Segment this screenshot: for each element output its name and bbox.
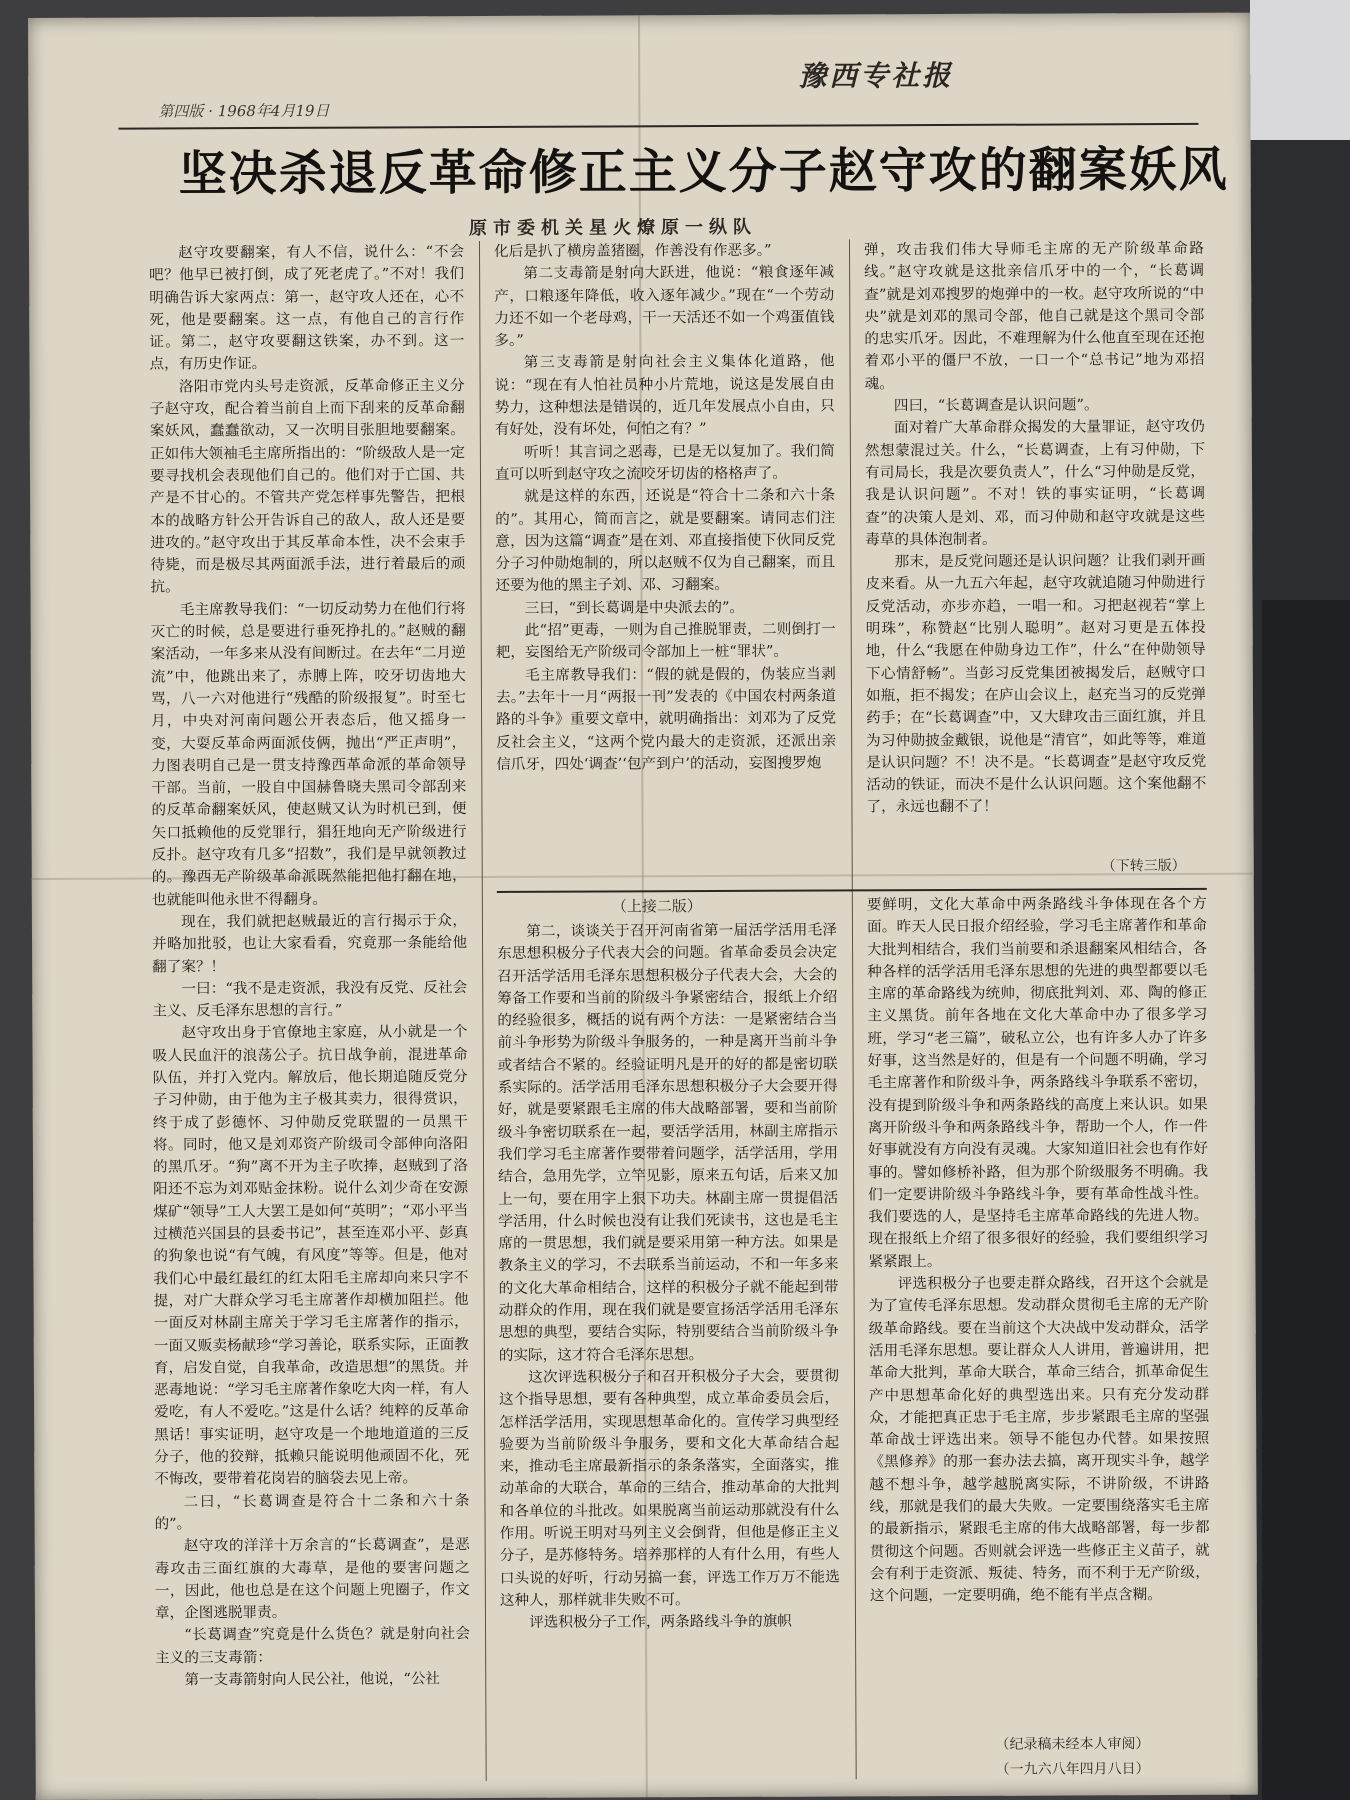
paragraph: 就是这样的东西，还说是“符合十二条和六十条的”。其用心，简而言之，就是要翻案。请同志们注意，因为这篇“调查”是在刘、邓直接指使下伙同反党分子习仲勋炮制的，所以赵贼不仅为自己翻案，而且还要为他的黑主子刘、邓、习翻案。 — [495, 486, 836, 595]
paragraph: 三曰，“到长葛调是中央派去的”。 — [524, 598, 745, 617]
paragraph: 评选积极分子工作，两条路线斗争的旗帜 — [529, 1612, 792, 1632]
transcript-note: （纪录稿未经本人审阅） — [995, 1736, 1150, 1753]
article-column-1 — [149, 241, 471, 1777]
paragraph: 赵守攻的洋洋十万余言的“长葛调查”，是恶毒攻击三面红旗的大毒草，是他的要害问题之一，因此，他也总是在这个问题上兜圈子，作文章，企图逃脱罪责。 — [154, 1536, 470, 1622]
paragraph: 洛阳市党内头号走资派，反革命修正主义分子赵守攻，配合着当前自上而下刮来的反革命翻案妖风，蠢蠢欲动，又一次明目张胆地要翻案。正如伟大领袖毛主席所指出的：“阶级敌人是一定要寻找机会表现他们自己的。他们对于亡国、共产是不甘心的。不管共产党怎样事先警告，把根本的战略方针公开告诉自己的敌人，敌人还是要进攻的。”赵守攻出于其反革命本性，决不会束手待毙，而是极尽其两面派手法，进行着最后的顽抗。 — [149, 376, 466, 596]
column-rule-1 — [479, 241, 487, 1781]
paragraph: 赵守攻要翻案，有人不信，说什么：“不会吧？他早已被打倒，成了死老虎了。”不对！我们明确告诉大家两点：第一，赵守攻人还在，心不死，他是要翻案。这一点，有他自己的言行作证。第二，赵守攻要翻这铁案，办不到。这一点，有历史作证。 — [149, 243, 465, 373]
paragraph: 赵守攻出身于官僚地主家庭，从小就是一个吸人民血汗的浪荡公子。抗日战争前，混进革命队伍，并打入党内。解放后，他长期追随反党分子习仲勋，由于他为主子极其卖力，很得赏识，终于成了彭德怀、习仲勋反党联盟的一员黑干将。同时，他又是刘邓资产阶级司令部伸向洛阳的黑爪牙。“狗”离不开为主子吹捧，赵贼到了洛阳还不忘为刘邓贴金抹粉。说什么刘少奇在安源煤矿“领导”工人大罢工是如何“英明”；“邓小平当过横范兴国县的县委书记”，甚至连邓小平、彭真的狗象也说“有气魄，有风度”等等。但是，他对我们心中最红最红的红太阳毛主席却向来只字不提，对广大群众学习毛主席著作却横加阻拦。他一面反对林副主席关于学习毛主席著作的指示，一面又贩卖杨献珍“学习善论，联系实际，正面教育，启发自觉，自我革命，改造思想”的黑货。并恶毒地说：“学习毛主席著作象吃大肉一样，有人爱吃，有人不爱吃。”这是什么话？纯粹的反革命黑话！事实证明，赵守攻是一个地地道道的三反分子，他的狡辩，抵赖只能说明他顽固不化，死不悔改，要带着花岗岩的脑袋去见上帝。 — [152, 1023, 470, 1488]
paragraph: 化后是扒了横房盖猪圈，作善没有作恶多。” — [493, 241, 772, 260]
paragraph: 弹，攻击我们伟大导师毛主席的无产阶级革命路线。”赵守攻就是这批亲信爪牙中的一个，“长葛调查”就是刘邓搜罗的炮弹中的一枚。赵守攻所说的“中央”就是刘邓的黑司令部，他自己就是这个黑司令部的忠实爪牙。因此，不难理解为什么他直至现在还抱着邓小平的僵尸不放，一口一个“总书记”地为邓招魂。 — [863, 239, 1205, 393]
paragraph: 二曰，“长葛调查是符合十二条和六十条的”。 — [154, 1491, 470, 1533]
headline: 坚决杀退反革命修正主义分子赵守攻的翻案妖风 — [178, 141, 1229, 203]
paragraph: 评选积极分子也要走群众路线，召开这个会就是为了宣传毛泽东思想。发动群众贯彻毛主席的无产阶级革命路线。要在当前这个大决战中发动群众，活学活用毛泽东思想。要让群众人人讲用，普遍讲用，把革命大批判，革命大联合，革命三结合，抓革命促生产中思想革命化好的典型选出来。只有充分发动群众，才能把真正忠于毛主席，步步紧跟毛主席的坚强革命战士评选出来。领导不能包办代替。如果按照《黑修养》的那一套办法去搞，离开现实斗争，越学越不想斗争，越学越脱离实际，不讲阶级，不讲路线，那就是我们的最大失败。一定要围绕落实毛主席的最新指示，紧跟毛主席的伟大战略部署，每一步都贯彻这个问题。否则就会评选一些修正主义苗子，就会有利于走资派、叛徒、特务，而不利于无产阶级，这个问题，一定要明确，绝不能有半点含糊。 — [868, 1273, 1210, 1605]
paragraph: 第二支毒箭是射向大跃进，他说：“粮食逐年减产，口粮逐年降低，收入逐年减少。”现在“一个劳动力还不如一个老母鸡，干一天活还不如一个鸡蛋值钱多。” — [494, 263, 835, 350]
paragraph: 面对着广大革命群众揭发的大量罪证，赵守攻仍然想蒙混过关。什么，“长葛调查，上有习仲勋，下有司局长，我是次要负责人”，什么“习仲勋是反党，我是认识问题”。不对！铁的事实证明，“长葛调查”的决策人是刘、邓，而习仲勋和赵守攻就是这些毒草的具体泡制者。 — [864, 418, 1206, 549]
paragraph: 那末，是反党问题还是认识问题？让我们剥开画皮来看。从一九五六年起，赵守攻就追随习仲勋进行反党活动，亦步亦趋，一唱一和。习把赵视若“掌上明珠”，称赞赵“比别人聪明”。赵对习更是五体投地，什么“我愿在仲勋身边工作”，什么“在仲勋领导下心情舒畅”。当彭习反党集团被揭发后，赵贼守口如瓶，拒不揭发；在庐山会议上，赵充当习的反党弹药手；在“长葛调查”中，又大肆攻击三面红旗，并且为习仲勋披金戴银，说他是“清官”，如此等等，难道是认识问题？不！决不是。“长葛调查”是赵守攻反党活动的铁证，而决不是什么认识问题。这个案他翻不了，永远也翻不了！ — [865, 552, 1207, 816]
paragraph: 第一支毒箭射向人民公社，他说，“公社 — [184, 1670, 441, 1689]
paragraph: 一曰：“我不是走资派，我没有反党、反社会主义、反毛泽东思想的言行。” — [152, 978, 468, 1020]
paragraph: 第三支毒箭是射向社会主义集体化道路，他说：“现在有人怕社员种小片荒地，说这是发展自由势力，这种想法是错误的，近几年发展点小自由，只有好处，没有坏处，何怕之有？” — [494, 352, 835, 439]
article-column-2 — [494, 239, 837, 880]
speech-date: （一九六八年四月八日） — [995, 1761, 1150, 1778]
column-rule-2 — [849, 239, 857, 1779]
paragraph: 毛主席教导我们：“一切反动势力在他们行将灭亡的时候，总是要进行垂死挣扎的。”赵贼的翻案活动，一年多来从没有间断过。在去年“二月逆流”中，他跳出来了，赤膊上阵，咬牙切齿地大骂，八一六对他进行“残酷的阶级报复”。时至七月，中央对河南问题公开表态后，他又摇身一变，大耍反革命两面派伎俩，抛出“严正声明”，力图表明自己是一贯支持豫西革命派的革命领导干部。当前，一股自中国赫鲁晓夫黑司令部刮来的反革命翻案妖风，使赵贼又认为时机已到，便矢口抵赖他的反党罪行，猖狂地向无产阶级进行反扑。赵守攻有几多“招数”，我们是早就领教过的。豫西无产阶级革命派既然能把他打翻在地，也就能叫他永世不得翻身。 — [150, 599, 467, 909]
continued-to-label: （下转三版） — [1101, 857, 1186, 875]
edition-line: 第四版 · 1968年4月19日 — [158, 101, 330, 121]
newspaper-page — [28, 13, 1258, 1800]
paragraph: 这次评选积极分子和召开积极分子大会，要贯彻这个指导思想，要有各种典型，成立革命委员会后，怎样活学活用，实现思想革命化的。宣传学习典型经验要为当前阶级斗争服务，要和文化大革命结合起来，推动毛主席最新指示的条条落实，全面落实，推动革命的大联合，革命的三结合，推动革命的大批判和各单位的斗批改。如果脱离当前运动那就没有什么作用。听说王明对马列主义会倒背，但他是修正主义分子，是苏修特务。培养那样的人有什么用，有些人口头说的好听，行动另搞一套，评选工作万万不能选这种人，那样就非失败不可。 — [498, 1367, 840, 1609]
continued-from-label: （上接二版） — [611, 897, 702, 916]
header-rule — [118, 123, 1198, 130]
paragraph: “长葛调查”究竟是什么货色？就是射向社会主义的三支毒箭： — [155, 1625, 471, 1667]
paragraph: 毛主席教导我们：“假的就是假的，伪装应当剥去。”去年十一月“两报一刊”发表的《中国农村两条道路的斗争》重要文章中，就明确指出：刘邓为了反党反社会主义，“这两个党内最大的走资派，还派出亲信爪牙，四处‘调查’‘包产到户’的活动，妄图搜罗炮 — [495, 665, 837, 773]
background-top-right — [1250, 0, 1350, 150]
paragraph: 现在，我们就把赵贼最近的言行揭示于众，并略加批驳，也让大家看看，究竟那一条能给他翻了案？！ — [152, 911, 468, 975]
paragraph: 第二，谈谈关于召开河南省第一届活学活用毛泽东思想积极分子代表大会的问题。省革命委员会决定召开活学活用毛泽东思想积极分子代表大会，大会的筹备工作要和当前的阶级斗争紧密结合，报纸上介绍的经验很多，概括的说有两个方法：一是紧密结合当前斗争形势为阶级斗争服务的，一种是离开当前斗争或者结合不紧的。经验证明凡是开的好的都是密切联系实际的。活学活用毛泽东思想积极分子大会要开得好，就是要紧跟毛主席的伟大战略部署，要和当前阶级斗争密切联系在一起，要活学活用，林副主席指示我们学习毛主席著作要带着问题学，活学活用，学用结合，急用先学，立竿见影，原来五句话，后来又加上一句，要在用字上狠下功夫。林副主席一贯提倡活学活用，什么时候也没有让我们死读书，这也是毛主席的一贯思想，我们就是要采用第一种方法。如果是教条主义的学习，不去联系当前运动，不和一年多来的文化大革命相结合，这样的积极分子就不能起到带动群众的作用，现在我们就是要宣扬活学活用毛泽东思想的典型，要结合实际，特别要结合当前阶级斗争的实际，这才符合毛泽东思想。 — [497, 921, 839, 1364]
masthead: 豫西专社报 — [798, 58, 954, 93]
paragraph: 要鲜明，文化大革命中两条路线斗争体现在各个方面。昨天人民日报介绍经验，学习毛主席著作和革命大批判相结合，我们当前要和杀退翻案风相结合，各种各样的活学活用毛泽东思想的先进的典型都要以毛主席的革命路线为统帅，彻底批判刘、邓、陶的修正主义黑货。前年各地在文化大革命中办了很多学习班，学习“老三篇”，破私立公，也有许多人办了许多好事，这当然是好的，但是有一个问题不明确，学习毛主席著作和阶级斗争，两条路线斗争联系不密切，没有提到阶级斗争和两条路线的高度上来认识。如果离开阶级斗争和两条路线斗争，帮助一个人，作一件好事就没有方向没有灵魂。大家知道旧社会也有作好事的。譬如修桥补路，但为那个阶级服务不明确。我们一定要讲阶级斗争路线斗争，要有革命性战斗性。我们要选的人，是坚持毛主席革命路线的先进人物。现在报纸上介绍了很多很好的经验，我们要组织学习紧紧跟上。 — [866, 894, 1209, 1271]
paragraph: 四曰，“长葛调查是认识问题”。 — [893, 396, 1099, 415]
background-shadow — [1262, 600, 1350, 1800]
speech-column-2 — [867, 893, 1211, 1774]
speech-column-1 — [497, 919, 841, 1775]
article-column-3 — [864, 238, 1207, 879]
paragraph: 此“招”更毒，一则为自己推脱罪责，二则倒打一耙，妄图给无产阶级司令部加上一桩“罪状”。 — [495, 620, 836, 662]
byline: 原市委机关星火燎原一纵队 — [468, 216, 757, 240]
paragraph: 听听！其言词之恶毒，已是无以复加了。我们简直可以听到赵守攻之流咬牙切齿的格格声了。 — [494, 442, 835, 483]
